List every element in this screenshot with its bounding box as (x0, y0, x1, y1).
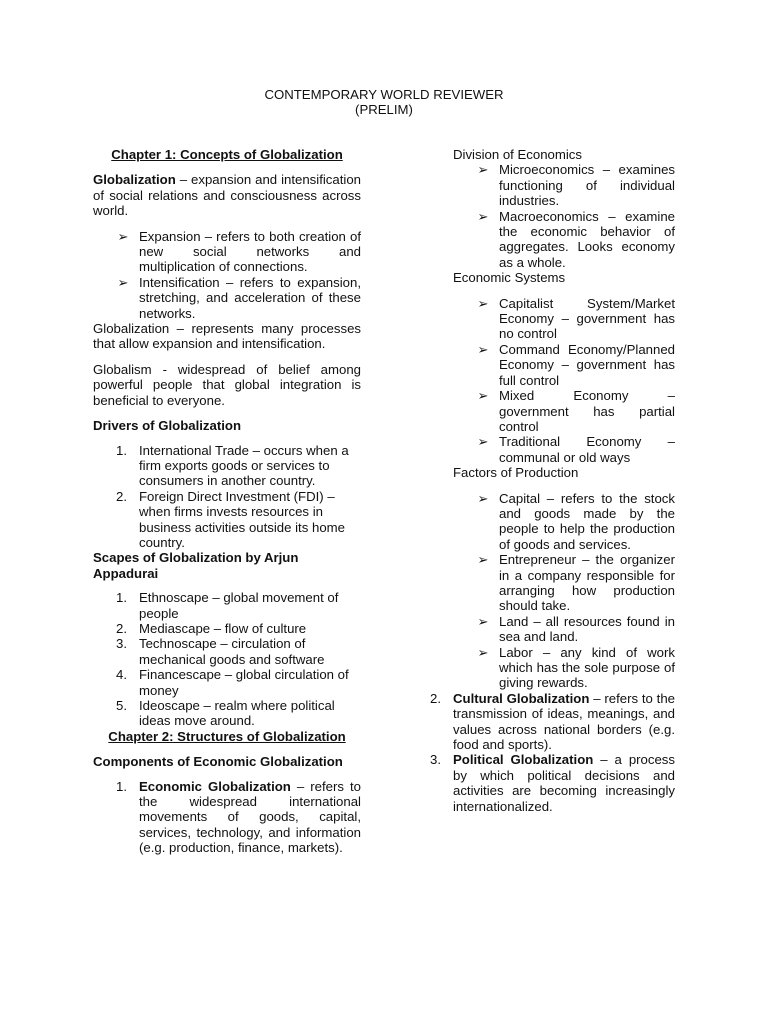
list-number: 4. (116, 667, 127, 683)
globalization-arrow-list (93, 229, 361, 321)
arrow-bullet-icon: ➢ (477, 490, 489, 506)
right-column (430, 147, 676, 814)
list-number: 5. (116, 698, 127, 713)
document-title (0, 87, 768, 118)
list-item-text: – a process by which political decisions and activities are becoming increasingly internationalized. (453, 752, 675, 814)
arrow-bullet-icon: ➢ (477, 613, 489, 629)
list-item-text: Traditional Economy – communal or old ways (499, 434, 675, 465)
arrow-bullet-icon: ➢ (117, 274, 129, 290)
list-item-text: Ethnoscape – global movement of people (139, 590, 339, 621)
list-item-text: – refers to the transmission of ideas, meanings, and values across national borders (e.g. food and sports). (453, 690, 676, 753)
globalization-definition (93, 172, 361, 218)
drivers-heading: Drivers of Globalization (93, 418, 242, 434)
list-item-text: Command Economy/Planned Economy – government has full control (499, 341, 675, 388)
list-item (477, 295, 675, 342)
list-item-text: – refers to the widespread international movements of goods, capital, services, technology, and information (e.g. production, finance, markets). (139, 778, 361, 856)
list-item-text: Mixed Economy – government has partial control (499, 388, 675, 434)
list-item-text: Land – all resources found in sea and land. (499, 613, 675, 645)
chapter2-heading: Chapter 2: Structures of Globalization (108, 728, 346, 744)
list-item (430, 690, 676, 753)
list-item (116, 667, 361, 698)
economic-globalization-list (93, 779, 361, 856)
list-item-text: Capital – refers to the stock and goods made by the people to help the production of goods and services. (499, 490, 675, 552)
arrow-bullet-icon: ➢ (477, 388, 489, 404)
drivers-list (93, 443, 361, 551)
systems-list (453, 296, 675, 465)
list-number: 3. (116, 636, 127, 652)
list-item (477, 208, 675, 271)
list-item-text: Macroeconomics – examine the economic behavior of aggregates. Looks economy as a whole. (499, 208, 675, 270)
components-heading: Components of Economic Globalization (93, 754, 343, 770)
list-item-text: Entrepreneur – the organizer in a company responsible for arranging how production should take. (499, 552, 675, 614)
scapes-heading: Scapes of Globalization by Arjun Appadurai (93, 550, 299, 581)
cultural-globalization-term: Cultural Globalization (453, 690, 590, 706)
factors-list (453, 491, 675, 691)
left-column (93, 147, 361, 856)
arrow-bullet-icon: ➢ (477, 162, 489, 178)
arrow-bullet-icon: ➢ (477, 295, 489, 311)
list-item (117, 274, 361, 321)
list-item-text: Mediascape – flow of culture (139, 620, 307, 636)
list-item-text: Microeconomics – examines functioning of individual industries. (499, 162, 675, 209)
division-heading: Division of Economics (453, 147, 582, 162)
list-item (477, 388, 675, 434)
list-item (477, 613, 675, 645)
arrow-bullet-icon: ➢ (477, 341, 489, 357)
list-number: 1. (116, 442, 127, 458)
arrow-bullet-icon: ➢ (477, 644, 489, 660)
list-item (477, 341, 675, 388)
list-number: 1. (116, 590, 127, 606)
title-line1: CONTEMPORARY WORLD REVIEWER (264, 87, 504, 102)
systems-heading: Economic Systems (453, 270, 566, 286)
list-item-text: Financescape – global circulation of money (139, 667, 349, 698)
list-item-text: Expansion – refers to both creation of new social networks and multiplication of connections. (139, 228, 361, 275)
list-item (477, 162, 675, 209)
arrow-bullet-icon: ➢ (477, 434, 489, 450)
list-item (117, 228, 361, 275)
list-item (116, 590, 361, 621)
globalization-processes: Globalization – represents many processes that allow expansion and intensification. (93, 321, 361, 352)
list-item-text: Foreign Direct Investment (FDI) – when firms invests resources in business activities outside its home country. (139, 488, 345, 550)
list-item (116, 488, 361, 551)
list-number: 1. (116, 778, 127, 794)
list-number: 2. (116, 488, 127, 504)
scapes-list (93, 590, 361, 729)
arrow-bullet-icon: ➢ (477, 208, 489, 224)
list-item (116, 620, 361, 636)
list-item-text: Intensification – refers to expansion, stretching, and acceleration of these networks. (139, 274, 361, 321)
political-globalization-term: Political Globalization (453, 752, 594, 768)
title-line2: (PRELIM) (355, 102, 413, 118)
list-item-text: Technoscape – circulation of mechanical goods and software (139, 636, 325, 667)
list-item (477, 552, 675, 614)
globalization-term: Globalization (93, 172, 176, 188)
list-item (116, 442, 361, 489)
list-item (477, 434, 675, 465)
list-number: 2. (430, 690, 441, 706)
list-item (116, 778, 361, 856)
globalization-def-text: – expansion and intensification of social relations and consciousness across world. (93, 172, 361, 219)
division-list (453, 162, 675, 270)
globalization-types-list (430, 690, 676, 814)
list-item (116, 636, 361, 667)
chapter1-heading: Chapter 1: Concepts of Globalization (111, 147, 343, 162)
globalism-definition: Globalism - widespread of belief among powerful people that global integration is beneficial to everyone. (93, 361, 361, 408)
list-number: 3. (430, 752, 441, 768)
list-item (477, 490, 675, 553)
list-item (116, 698, 361, 729)
list-item (430, 752, 675, 814)
arrow-bullet-icon: ➢ (117, 228, 129, 244)
list-number: 2. (116, 620, 127, 636)
factors-heading: Factors of Production (453, 465, 579, 481)
list-item-text: Capitalist System/Market Economy – government has no control (499, 295, 675, 342)
list-item (477, 644, 675, 691)
arrow-bullet-icon: ➢ (477, 552, 489, 568)
list-item-text: Labor – any kind of work which has the sole purpose of giving rewards. (499, 644, 675, 691)
list-item-text: International Trade – occurs when a firm exports goods or services to consumers in another country. (139, 442, 349, 489)
list-item-text: Ideoscape – realm where political ideas move around. (139, 698, 335, 729)
economic-globalization-term: Economic Globalization (139, 778, 291, 794)
